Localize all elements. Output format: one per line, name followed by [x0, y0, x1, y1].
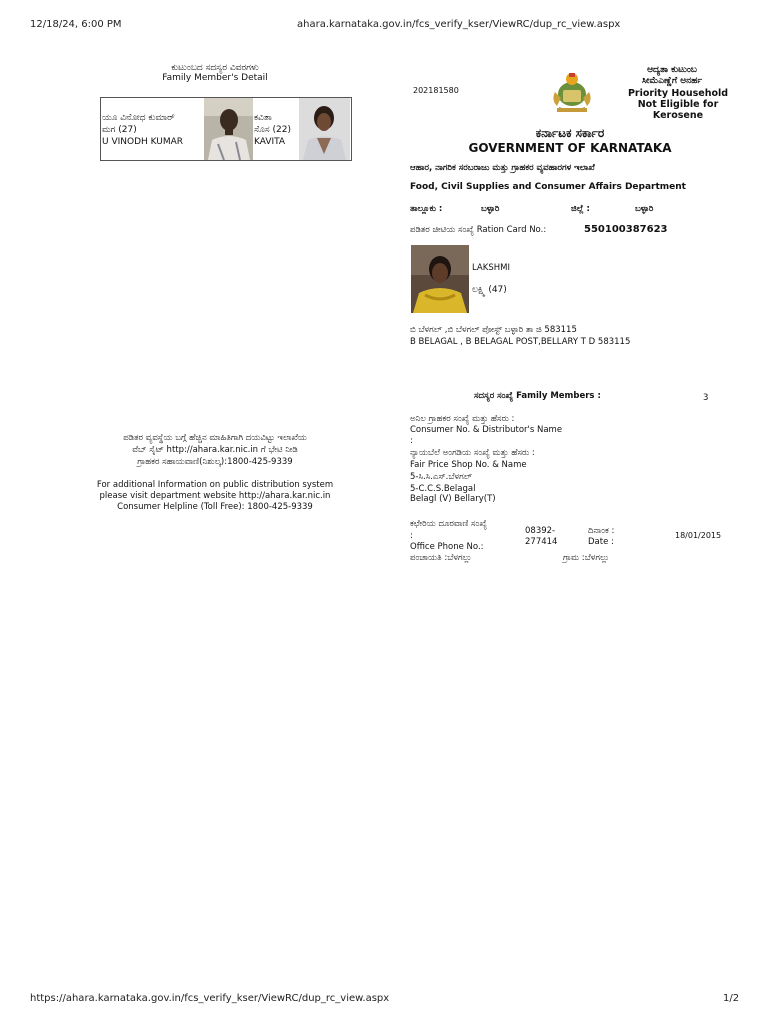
card-category-kn-1: ಆದ್ಯತಾ ಕುಟುಂಬ	[647, 65, 697, 75]
village-field: ಗ್ರಾಮ :ಬೆಳಗಲ್ಲು	[563, 553, 610, 563]
head-of-family-photo	[411, 245, 469, 313]
info-en-line-1: For additional Information on public distribution system	[96, 480, 334, 490]
member-photo	[204, 98, 253, 160]
office-phone-label-kn: ಕಛೇರಿಯ ದೂರವಾಣಿ ಸಂಖ್ಯೆ	[410, 519, 488, 529]
department-name-kn: ಆಹಾರ, ನಾಗರಿಕ ಸರಬರಾಜು ಮತ್ತು ಗ್ರಾಹಕರ ವ್ಯವಹಾರಗಳ ಇಲಾಖೆ	[410, 163, 595, 173]
card-category-en-1: Priority Household	[627, 88, 729, 99]
ration-card-number: 550100387623	[584, 224, 668, 235]
date-value: 18/01/2015	[675, 531, 722, 540]
taluk-label: ತಾಲ್ಲೂಕು :	[410, 204, 443, 214]
office-phone-value-1: 08392-	[525, 526, 556, 536]
address-en: B BELAGAL , B BELAGAL POST,BELLARY T D 583115	[410, 337, 631, 347]
address-kn: ಬಿ ಬೆಳಗಲ್ ,ಬಿ ಬೆಳಗಲ್ ಪೋಸ್ಟ್ ಬಳ್ಳಾರಿ ತಾ ಜಿ 583115	[410, 325, 577, 335]
print-url-bottom: https://ahara.karnataka.gov.in/fcs_verify_kser/ViewRC/dup_rc_view.aspx	[30, 993, 390, 1004]
print-page-number: 1/2	[723, 993, 740, 1004]
card-category-en-2: Not Eligible for	[637, 99, 719, 110]
government-title-kn: ಕರ್ನಾಟಕ ಸರ್ಕಾರ	[535, 126, 605, 140]
print-url-top: ahara.karnataka.gov.in/fcs_verify_kser/ViewRC/dup_rc_view.aspx	[297, 19, 621, 30]
date-label-en: Date :	[588, 537, 614, 547]
info-kn-line-3: ಗ್ರಾಹಕರ ಸಹಾಯವಾಣಿ(ನಿಶುಲ್ಕ):1800-425-9339	[137, 457, 293, 467]
ration-card-label: ಪಡಿತರ ಚೀಟಿಯ ಸಂಖ್ಯೆ Ration Card No.:	[410, 225, 547, 235]
card-category-kn-2: ಸೀಮೆಎಣ್ಣೆಗೆ ಅನರ್ಹ	[641, 76, 703, 86]
panchayat-field: ಪಂಚಾಯತಿ :ಬೆಳಗಲ್ಲು	[410, 553, 472, 563]
fair-price-shop-label-kn: ನ್ಯಾಯಬೆಲೆ ಅಂಗಡಿಯ ಸಂಖ್ಯೆ ಮತ್ತು ಹೆಸರು :	[410, 448, 535, 458]
member-name-kn: ಕವಿತಾ	[254, 113, 272, 123]
member-photo	[299, 98, 350, 160]
head-of-family-name-en: LAKSHMI	[472, 263, 510, 273]
consumer-value: :	[410, 436, 413, 446]
taluk-value: ಬಳ್ಳಾರಿ	[481, 204, 500, 214]
karnataka-emblem-icon	[549, 70, 595, 114]
info-en-line-2: please visit department website http://ahara.kar.nic.in	[99, 491, 331, 501]
member-name-en: KAVITA	[254, 137, 286, 147]
consumer-label-en: Consumer No. & Distributor's Name	[410, 425, 563, 435]
card-category-en-3: Kerosene	[652, 110, 704, 121]
family-title-en: Family Member's Detail	[162, 73, 268, 83]
fair-price-shop-line-2: 5-C.C.S.Belagal	[410, 484, 476, 494]
head-of-family-name-kn: ಲಕ್ಷ್ಮಿ (47)	[472, 285, 507, 295]
info-kn-line-1: ಪಡಿತರ ವ್ಯವಸ್ಥೆಯ ಬಗ್ಗೆ ಹೆಚ್ಚಿನ ಮಾಹಿತಿಗಾಗಿ ದಯವಿಟ್ಟು ಇಲಾಖೆಯ	[123, 433, 307, 443]
fair-price-shop-label-en: Fair Price Shop No. & Name	[410, 460, 527, 470]
member-name-en: U VINODH KUMAR	[102, 137, 184, 147]
consumer-label-kn: ಅನಿಲ ಗ್ರಾಹಕರ ಸಂಖ್ಯೆ ಮತ್ತು ಹೆಸರು :	[410, 414, 515, 424]
family-members-count: 3	[703, 393, 709, 403]
family-members-label: ಸದಸ್ಯರ ಸಂಖ್ಯೆ Family Members :	[474, 391, 601, 401]
member-relation-age: ಮಗ (27)	[102, 125, 137, 135]
family-member-card	[253, 98, 351, 160]
district-value: ಬಳ್ಳಾರಿ	[635, 204, 654, 214]
member-name-kn: ಯೂ ವಿನೋಧ ಕುಮಾರ್	[102, 113, 175, 123]
department-name-en: Food, Civil Supplies and Consumer Affairs Department	[410, 182, 686, 192]
info-en-line-3: Consumer Helpline (Toll Free): 1800-425-9339	[117, 502, 313, 512]
office-phone-value-2: 277414	[525, 537, 558, 547]
government-title-en: GOVERNMENT OF KARNATAKA	[468, 141, 672, 155]
info-kn-line-2: ವೆಬ್ ಸೈಟ್ http://ahara.kar.nic.in ಗೆ ಭೇಟಿ ನೀಡಿ	[132, 445, 298, 455]
fair-price-shop-line-3: Belagl (V) Bellary(T)	[410, 494, 496, 504]
district-label: ಜಿಲ್ಲೆ :	[571, 204, 590, 214]
card-serial-number: 202181580	[413, 86, 459, 95]
office-phone-colon: :	[410, 531, 413, 541]
date-label-kn: ದಿನಾಂಕ :	[588, 526, 615, 536]
office-phone-label-en: Office Phone No.:	[410, 542, 484, 552]
family-member-card	[101, 98, 253, 160]
member-relation-age: ಸೊಸ (22)	[254, 125, 291, 135]
family-member-box	[100, 97, 352, 161]
family-title-kn: ಕುಟುಂಬದ ಸದಸ್ಯರ ವಿವರಗಳು	[171, 63, 259, 73]
print-datetime: 12/18/24, 6:00 PM	[30, 19, 122, 30]
fair-price-shop-line-1: 5-ಸಿ.ಸಿ.ಎಸ್.ಬೆಳಗಲ್	[410, 472, 472, 482]
